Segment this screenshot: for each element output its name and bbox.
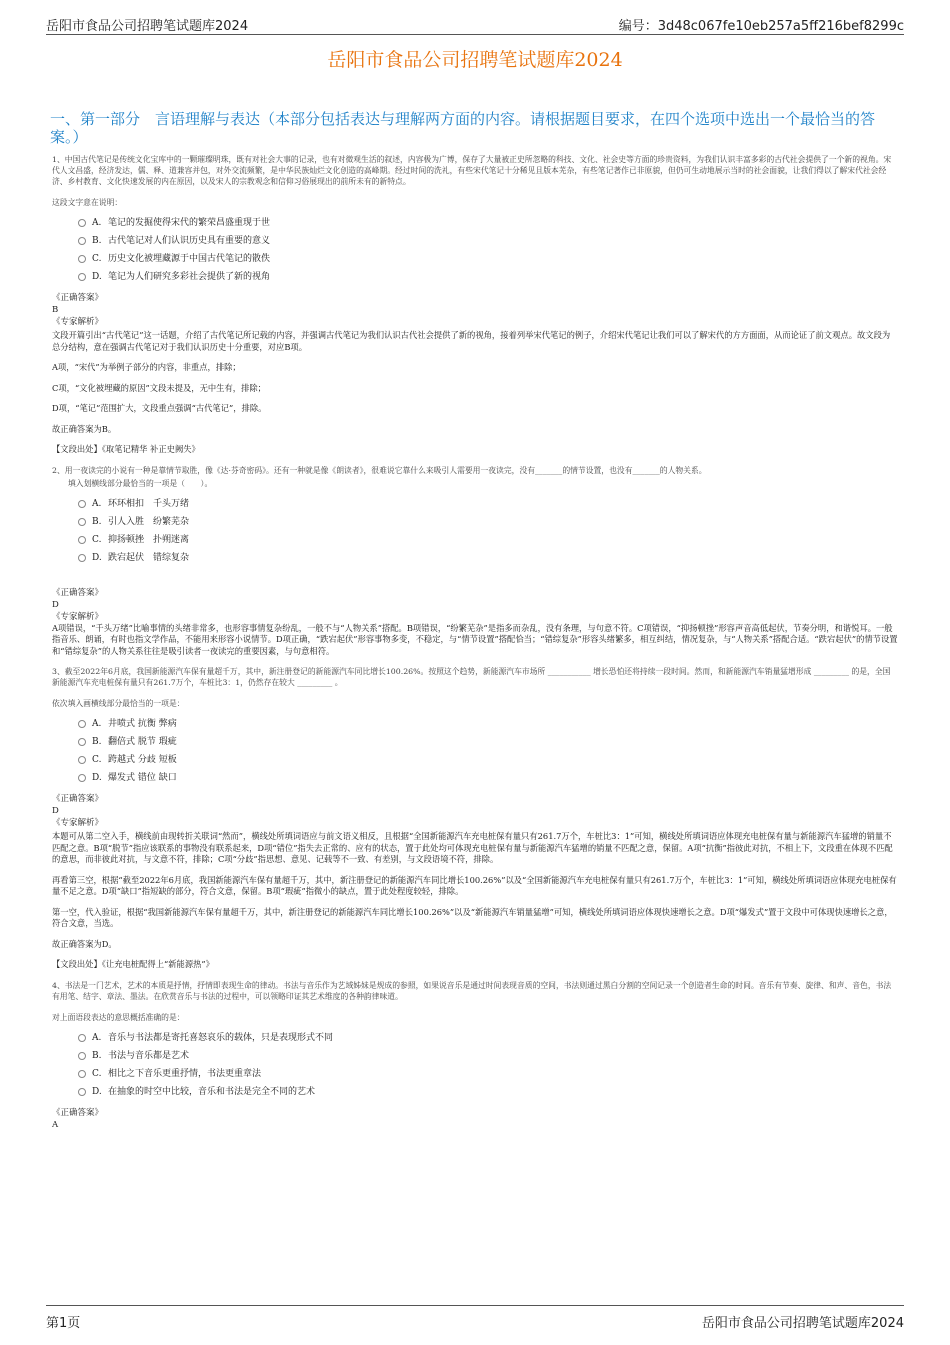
radio-icon[interactable] — [78, 720, 86, 728]
question-stem: 3、截至2022年6月底，我国新能源汽车保有量超千万，其中，新注册登记的新能源汽车同比增长100.26%。按照这个趋势，新能源汽车市场所 ___________ 增长恐怕还将持续一段时间。然而，和新能源汽车销量猛增形成 _________ 的是，全国新能源汽车充电桩保有量只有261.7万个，车桩比3：1，仍然存在较大 _________ 。 — [52, 667, 891, 687]
option-a[interactable]: A. 笔记的发掘使得宋代的繁荣昌盛重现于世 — [78, 214, 898, 232]
option-b[interactable]: B. 书法与音乐都是艺术 — [78, 1047, 898, 1065]
radio-icon[interactable] — [78, 219, 86, 227]
radio-icon[interactable] — [78, 1034, 86, 1042]
radio-icon[interactable] — [78, 1070, 86, 1078]
document-body — [52, 110, 898, 1131]
answer-value: B — [52, 305, 59, 315]
radio-icon[interactable] — [78, 273, 86, 281]
option-b[interactable]: B. 古代笔记对人们认识历史具有重要的意义 — [78, 232, 898, 250]
option-c[interactable]: C. 历史文化被埋藏源于中国古代笔记的散佚 — [78, 250, 898, 268]
option-c[interactable]: C. 抑扬顿挫 扑朔迷离 — [78, 531, 898, 549]
analysis-text: 文段开篇引出“古代笔记”这一话题，介绍了古代笔记所记载的内容，并强调古代笔记为我们认识古代社会提供了新的视角，接着列举宋代笔记的例子，介绍宋代笔记让我们可以了解宋代的方方面面，从而论证了前文观点。故文段为总分结构，意在强调古代笔记对于我们认识历史十分重要，对应B项。 — [52, 330, 891, 352]
radio-icon[interactable] — [78, 774, 86, 782]
answer-label: 《正确答案》 — [52, 794, 104, 804]
option-a[interactable]: A. 井喷式 抗衡 弊病 — [78, 715, 898, 733]
question-prompt: 依次填入画横线部分最恰当的一项是： — [52, 699, 185, 708]
analysis-line: C项，“文化被埋藏的原因”文段未提及，无中生有，排除； — [52, 382, 266, 393]
page-footer — [46, 1305, 904, 1331]
page-header — [46, 12, 904, 35]
radio-icon[interactable] — [78, 738, 86, 746]
option-a[interactable]: A. 音乐与书法都是寄托喜怒哀乐的载体，只是表现形式不同 — [78, 1029, 898, 1047]
radio-icon[interactable] — [78, 500, 86, 508]
question-2 — [52, 465, 898, 658]
option-b[interactable]: B. 引人入胜 纷繁芜杂 — [78, 513, 898, 531]
analysis-label: 《专家解析》 — [52, 611, 104, 622]
answer-value: A — [52, 1119, 59, 1130]
question-4 — [52, 980, 898, 1131]
option-list — [78, 715, 898, 787]
option-d[interactable]: D. 爆发式 错位 缺口 — [78, 769, 898, 787]
question-prompt: 这段文字意在说明： — [52, 198, 123, 207]
radio-icon[interactable] — [78, 237, 86, 245]
analysis-line: A项，“宋代”为举例子部分的内容，非重点，排除； — [52, 362, 241, 372]
analysis-paragraph: 再看第三空，根据“截至2022年6月底，我国新能源汽车保有量超千万，其中，新注册登记的新能源汽车同比增长100.26%”以及“全国新能源汽车充电桩保有量只有261.7万个，车桩比3：1”可知，横线处所填词语应体现充电桩保有量不足之意。D项“缺口”指短缺的部分，符合文意，保留。B项“瑕疵”指微小的缺点，置于此处程度较轻，排除。 — [52, 874, 897, 896]
option-d[interactable]: D. 笔记为人们研究多彩社会提供了新的视角 — [78, 268, 898, 286]
radio-icon[interactable] — [78, 1052, 86, 1060]
option-c[interactable]: C. 跨越式 分歧 短板 — [78, 751, 898, 769]
analysis-label: 《专家解析》 — [52, 317, 104, 327]
analysis-label: 《专家解析》 — [52, 818, 104, 828]
option-list — [78, 495, 898, 567]
answer-value: D — [52, 599, 59, 610]
option-list — [78, 214, 898, 286]
page-number: 第1页 — [46, 1316, 81, 1331]
header-serial: 编号：3d48c067fe10eb257a5ff216bef8299c — [618, 19, 904, 34]
radio-icon[interactable] — [78, 536, 86, 544]
answer-label: 《正确答案》 — [52, 587, 104, 598]
document-title: 岳阳市食品公司招聘笔试题库2024 — [327, 49, 623, 71]
analysis-paragraph: 第一空，代入验证，根据“我国新能源汽车保有量超千万，其中，新注册登记的新能源汽车同比增长100.26%”以及“新能源汽车销量猛增”可知，横线处所填词语应体现快速增长之意。D项“爆发式”置于文段中可体现快速增长之意，符合文意，当选。 — [52, 906, 893, 928]
footer-title: 岳阳市食品公司招聘笔试题库2024 — [701, 1316, 904, 1331]
option-d[interactable]: D. 跌宕起伏 错综复杂 — [78, 549, 898, 567]
radio-icon[interactable] — [78, 756, 86, 764]
analysis-conclusion: 故正确答案为D。 — [52, 938, 117, 949]
question-stem: 4、书法是一门艺术，艺术的本质是抒情，抒情即表现生命的律动。书法与音乐作为艺域姊妹是规成的参照，如果说音乐是通过时间表现音质的空间，书法则通过黑白分割的空间记录一个创造者生命的时间。音乐有节奏、旋律、和声、音色，书法有用笔、结字、章法、墨法。在欣赏音乐与书法的过程中，可以领略印证其艺术维度的各种韵律味道。 — [52, 980, 892, 1001]
option-d[interactable]: D. 在抽象的时空中比较，音乐和书法是完全不同的艺术 — [78, 1083, 898, 1101]
answer-label: 《正确答案》 — [52, 1107, 104, 1118]
radio-icon[interactable] — [78, 518, 86, 526]
radio-icon[interactable] — [78, 554, 86, 562]
question-prompt: 对上面语段表达的意思概括准确的是： — [52, 1012, 185, 1022]
option-c[interactable]: C. 相比之下音乐更重抒情，书法更重章法 — [78, 1065, 898, 1083]
question-stem: 2、用一夜读完的小说有一种是靠情节取胜，像《达·芬奇密码》。还有一种就是像《朗读者》，很难说它靠什么来吸引人需要用一夜读完，没有_______的情节设置，也没有_______的人物关系。 — [52, 465, 707, 475]
radio-icon[interactable] — [78, 1088, 86, 1096]
answer-value: D — [52, 806, 59, 816]
source-note: 【文段出处】《让充电桩配得上“新能源热”》 — [52, 959, 214, 969]
option-a[interactable]: A. 环环相扣 千头万绪 — [78, 495, 898, 513]
question-3 — [52, 666, 898, 971]
question-prompt: 填入划横线部分最恰当的一项是（ ）。 — [68, 478, 213, 488]
question-stem: 1、中国古代笔记是传统文化宝库中的一颗璀璨明珠，既有对社会大事的记录，也有对微观生活的叙述，内容极为广博，保存了大量被正史所忽略的科技、文化、社会史等方面的珍贵资料，为我们认识丰富多彩的古代社会提供了一个新的视角。宋代人文昌盛，经济发达，儒、释、道兼容并包，对外交流频繁，是中华民族灿烂文化创造的高峰期。经过时间的洗礼，有些宋代笔记十分稀见且版本芜杂，有些笔记著作已非原貌，但仍可生动地展示当时的社会面貌，让我们得以了解宋代社会经济、乡村教育、文化快速发展的内在原因，以及宋人的宗教观念和信仰习俗展现出的前所未有的新特点。 — [52, 155, 892, 186]
analysis-text: A项错误，“千头万绪”比喻事情的头绪非常多，也形容事情复杂纷乱，一般不与“人物关系”搭配。B项错误，“纷繁芜杂”是指多而杂乱，没有条理，与句意不符。C项错误，“抑扬顿挫”形容声音高低起伏，节奏分明，和谐悦耳。一般指音乐、朗诵，有时也指文学作品，不能用来形容小说情节。D项正确，“跌宕起伏”形容事物多变，不稳定，与“情节设置”搭配恰当；“错综复杂”形容头绪繁多，相互纠结，情况复杂，与“人物关系”搭配合适。“跌宕起伏”的情节设置和“错综复杂”的人物关系往往是吸引读者一夜读完的重要因素，与句意相符。 — [52, 622, 898, 656]
option-list — [78, 1029, 898, 1101]
question-1 — [52, 154, 898, 456]
answer-label: 《正确答案》 — [52, 293, 104, 303]
analysis-text: 本题可从第二空入手，横线前由现转折关联词“然而”，横线处所填词语应与前文语义相反，且根据“全国新能源汽车充电桩保有量只有261.7万个，车桩比3：1”可知，横线处所填词语应体现充电桩保有量与新能源汽车猛增的销量不匹配之意。B项“脱节”指应该联系的事物没有联系起来，D项“错位”指失去正常的、应有的状态，置于此处均可体现充电桩保有量与新能源汽车猛增的销量不匹配之意，保留。A项“抗衡”指彼此对抗，不相上下，文段重在体现不匹配的意思，而非彼此对抗，与文意不符，排除；C项“分歧”指思想、意见、记载等不一致、有差别，与文段语境不符，排除。 — [52, 831, 893, 864]
section-heading: 一、第一部分 言语理解与表达（本部分包括表达与理解两方面的内容。请根据题目要求，在四个选项中选出一个最恰当的答案。） — [50, 110, 876, 146]
analysis-line: D项，“笔记”范围扩大，文段重点强调“古代笔记”，排除。 — [52, 403, 267, 413]
option-b[interactable]: B. 翻倍式 脱节 瑕疵 — [78, 733, 898, 751]
radio-icon[interactable] — [78, 255, 86, 263]
source-note: 【文段出处】《取笔记精华 补正史阙失》 — [52, 444, 200, 454]
header-title: 岳阳市食品公司招聘笔试题库2024 — [46, 19, 249, 34]
analysis-conclusion: 故正确答案为B。 — [52, 423, 117, 434]
